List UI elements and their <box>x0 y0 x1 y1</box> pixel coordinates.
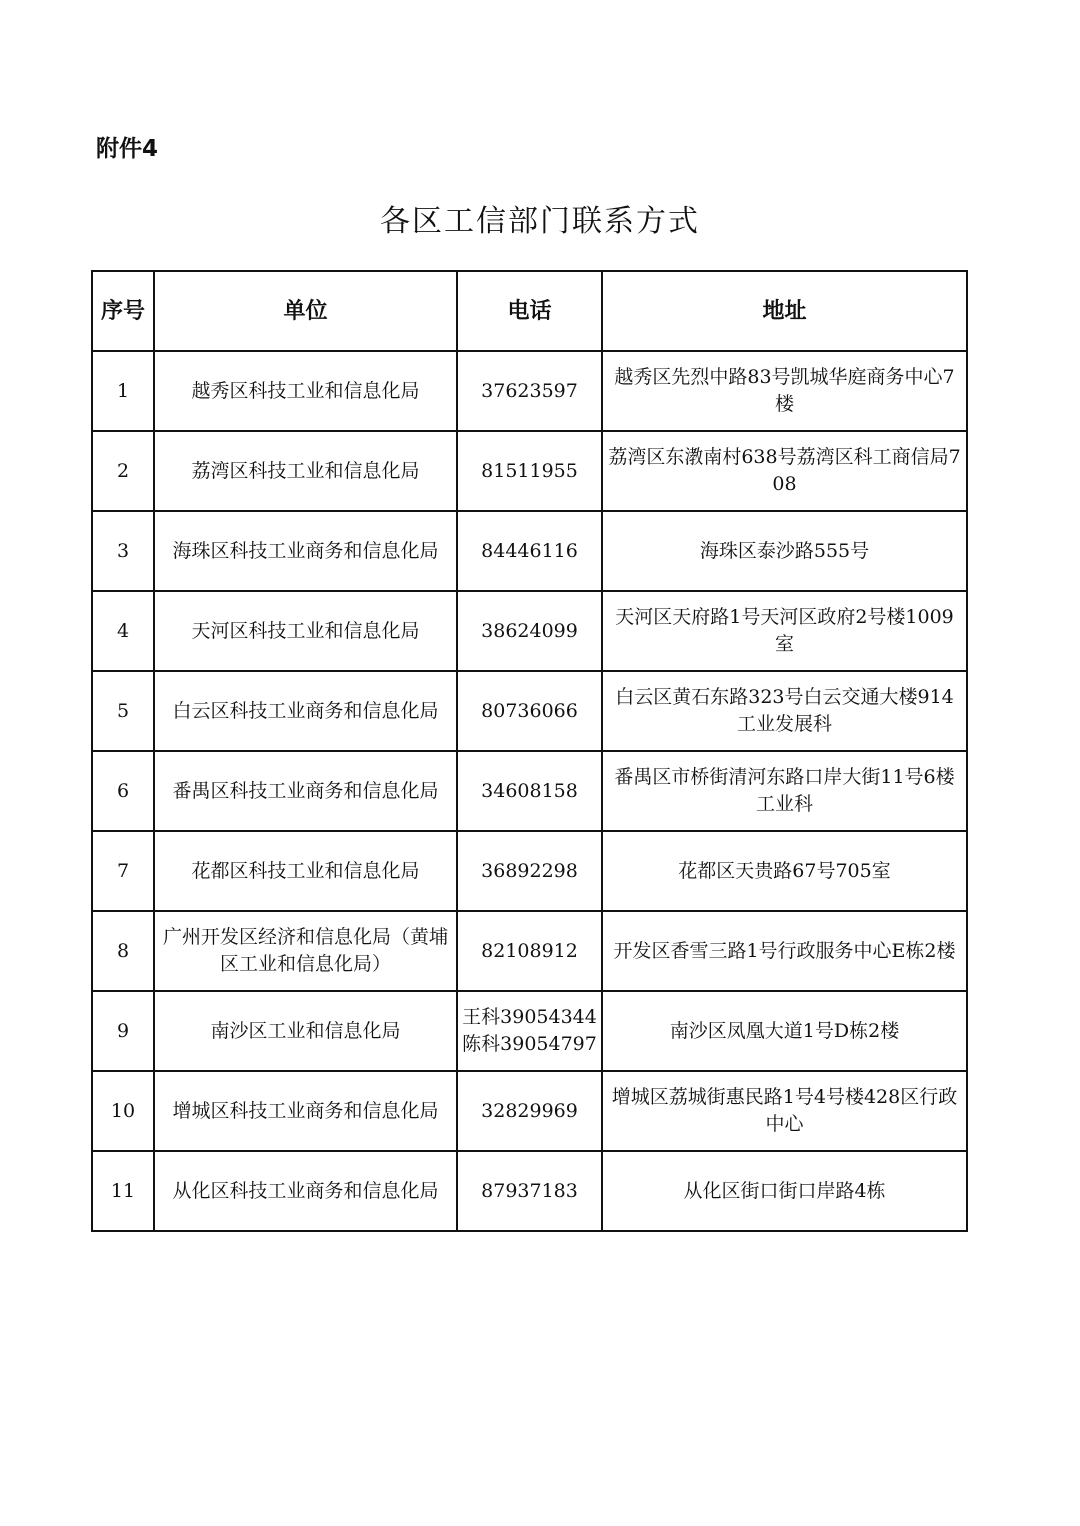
table-row <box>92 1071 967 1151</box>
cell-unit: 增城区科技工业商务和信息化局 <box>154 1071 457 1151</box>
cell-phone <box>457 511 602 591</box>
cell-unit: 天河区科技工业和信息化局 <box>154 591 457 671</box>
cell-address: 番禺区市桥街清河东路口岸大街11号6楼工业科 <box>602 751 967 831</box>
table-row <box>92 1151 967 1231</box>
page-title: 各区工信部门联系方式 <box>380 204 700 239</box>
phone-number: 87937183 <box>481 1179 578 1202</box>
phone-number: 34608158 <box>481 779 578 802</box>
phone-number: 陈科39054797 <box>462 1033 597 1055</box>
phone-number: 37623597 <box>481 379 578 402</box>
column-header-address: 地址 <box>602 271 967 351</box>
table-body <box>92 351 967 1231</box>
cell-no: 2 <box>92 431 154 511</box>
table-row <box>92 751 967 831</box>
cell-unit: 广州开发区经济和信息化局（黄埔区工业和信息化局） <box>154 911 457 991</box>
cell-no: 3 <box>92 511 154 591</box>
cell-no: 9 <box>92 991 154 1071</box>
cell-unit: 荔湾区科技工业和信息化局 <box>154 431 457 511</box>
cell-no: 6 <box>92 751 154 831</box>
cell-phone <box>457 991 602 1071</box>
cell-phone <box>457 911 602 991</box>
table-row <box>92 911 967 991</box>
cell-phone <box>457 431 602 511</box>
contacts-table <box>91 270 968 1232</box>
cell-no: 7 <box>92 831 154 911</box>
cell-phone <box>457 1071 602 1151</box>
cell-no: 10 <box>92 1071 154 1151</box>
cell-phone <box>457 351 602 431</box>
phone-number: 81511955 <box>481 459 578 482</box>
cell-address: 花都区天贵路67号705室 <box>602 831 967 911</box>
cell-address: 白云区黄石东路323号白云交通大楼914 工业发展科 <box>602 671 967 751</box>
table-row <box>92 431 967 511</box>
cell-phone <box>457 831 602 911</box>
table-row <box>92 831 967 911</box>
cell-no: 8 <box>92 911 154 991</box>
phone-number: 82108912 <box>481 939 578 962</box>
cell-unit: 越秀区科技工业和信息化局 <box>154 351 457 431</box>
cell-phone <box>457 671 602 751</box>
cell-unit: 南沙区工业和信息化局 <box>154 991 457 1071</box>
cell-address: 海珠区泰沙路555号 <box>602 511 967 591</box>
table-row <box>92 511 967 591</box>
table-header-row <box>92 271 967 351</box>
table-row <box>92 591 967 671</box>
phone-number: 38624099 <box>481 619 578 642</box>
table-row <box>92 991 967 1071</box>
cell-address: 开发区香雪三路1号行政服务中心E栋2楼 <box>602 911 967 991</box>
phone-number: 32829969 <box>481 1099 578 1122</box>
cell-address: 南沙区凤凰大道1号D栋2楼 <box>602 991 967 1071</box>
cell-phone <box>457 1151 602 1231</box>
cell-unit: 从化区科技工业商务和信息化局 <box>154 1151 457 1231</box>
table-row <box>92 351 967 431</box>
cell-no: 4 <box>92 591 154 671</box>
phone-number: 84446116 <box>481 539 578 562</box>
cell-address: 从化区街口街口岸路4栋 <box>602 1151 967 1231</box>
table-row <box>92 671 967 751</box>
phone-number: 80736066 <box>481 699 578 722</box>
cell-unit: 海珠区科技工业商务和信息化局 <box>154 511 457 591</box>
cell-unit: 番禺区科技工业商务和信息化局 <box>154 751 457 831</box>
column-header-phone: 电话 <box>457 271 602 351</box>
cell-address: 荔湾区东漖南村638号荔湾区科工商信局708 <box>602 431 967 511</box>
cell-unit: 白云区科技工业商务和信息化局 <box>154 671 457 751</box>
phone-number: 36892298 <box>481 859 578 882</box>
cell-no: 1 <box>92 351 154 431</box>
cell-address: 天河区天府路1号天河区政府2号楼1009室 <box>602 591 967 671</box>
cell-unit: 花都区科技工业和信息化局 <box>154 831 457 911</box>
column-header-no: 序号 <box>92 271 154 351</box>
cell-no: 11 <box>92 1151 154 1231</box>
cell-address: 越秀区先烈中路83号凯城华庭商务中心7楼 <box>602 351 967 431</box>
phone-number: 王科39054344 <box>462 1006 597 1028</box>
cell-address: 增城区荔城街惠民路1号4号楼428区行政中心 <box>602 1071 967 1151</box>
cell-phone <box>457 591 602 671</box>
cell-phone <box>457 751 602 831</box>
cell-no: 5 <box>92 671 154 751</box>
attachment-label: 附件4 <box>96 136 159 162</box>
column-header-unit: 单位 <box>154 271 457 351</box>
